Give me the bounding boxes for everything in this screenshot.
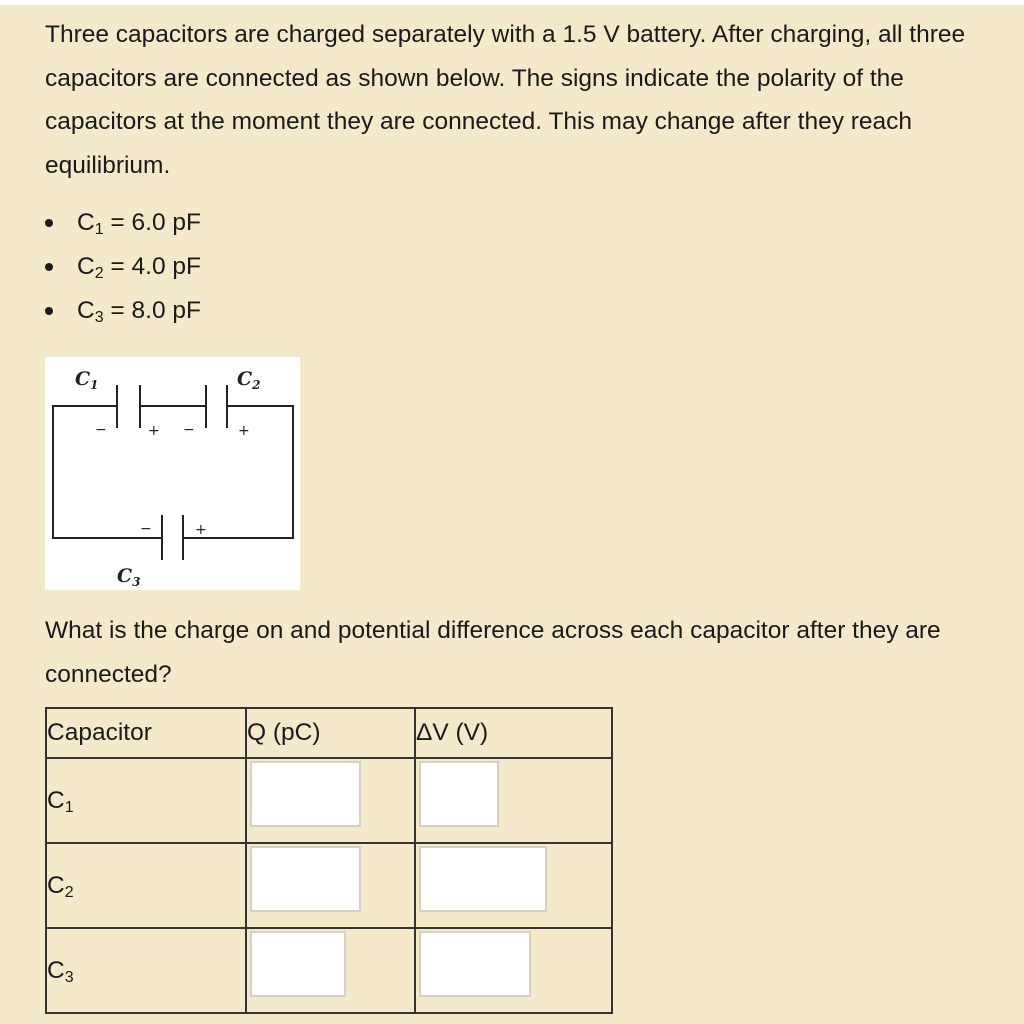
charge-cell: [246, 928, 415, 1013]
minus-sign: −: [183, 422, 195, 438]
capacitor-cell: [46, 928, 246, 1013]
c3-charge-input[interactable]: [250, 931, 346, 997]
subscript: 2: [94, 265, 104, 282]
question-text: What is the charge on and potential difference across each capacitor after they are connected?: [45, 617, 941, 688]
symbol: C: [47, 956, 65, 984]
minus-sign: −: [140, 521, 152, 537]
capacitor-values-list: [45, 201, 201, 333]
voltage-cell: [415, 928, 612, 1013]
symbol: C: [77, 253, 95, 280]
table-row: [46, 758, 612, 843]
c1-label: $C_1$: [75, 368, 99, 392]
charge-cell: [246, 843, 415, 928]
table-row: [46, 928, 612, 1013]
table-row: [46, 843, 612, 928]
c2-voltage-input[interactable]: [419, 846, 547, 912]
list-item: [45, 201, 201, 245]
wire: [53, 406, 162, 538]
list-item: [45, 245, 201, 289]
header-voltage: ΔV (V): [415, 708, 612, 758]
subscript: 2: [64, 883, 74, 901]
subscript: 3: [64, 968, 74, 986]
symbol: C: [47, 786, 65, 814]
symbol: C: [77, 297, 95, 324]
value: = 6.0 pF: [103, 209, 201, 236]
c1-charge-input[interactable]: [250, 761, 361, 827]
plus-sign: +: [148, 423, 160, 439]
c3-voltage-input[interactable]: [419, 931, 531, 997]
capacitor-cell: [46, 843, 246, 928]
minus-sign: −: [95, 422, 107, 438]
c3-label: $C_3$: [117, 565, 141, 589]
subscript: 1: [64, 798, 74, 816]
value: = 8.0 pF: [103, 297, 201, 324]
c1-voltage-input[interactable]: [419, 761, 499, 827]
subscript: 3: [94, 309, 104, 326]
list-item: [45, 289, 201, 333]
circuit-diagram: [45, 357, 300, 590]
subscript: 1: [94, 221, 104, 238]
header-charge: Q (pC): [246, 708, 415, 758]
plus-sign: +: [238, 423, 250, 439]
table-header-row: [46, 708, 612, 758]
answer-table: [45, 707, 613, 1014]
header-capacitor: Capacitor: [46, 708, 246, 758]
c2-label: $C_2$: [237, 368, 261, 392]
symbol: C: [77, 209, 95, 236]
capacitor-cell: [46, 758, 246, 843]
value: = 4.0 pF: [103, 253, 201, 280]
voltage-cell: [415, 843, 612, 928]
c2-charge-input[interactable]: [250, 846, 361, 912]
charge-cell: [246, 758, 415, 843]
circuit-svg: [45, 357, 300, 590]
symbol: C: [47, 871, 65, 899]
voltage-cell: [415, 758, 612, 843]
plus-sign: +: [195, 522, 207, 538]
problem-intro: Three capacitors are charged separately with a 1.5 V battery. After charging, all three capacitors are connected as shown below. The signs indicate the polarity of the capacitors at the moment they are connected. This may change after they reach equilibrium.: [45, 21, 966, 179]
